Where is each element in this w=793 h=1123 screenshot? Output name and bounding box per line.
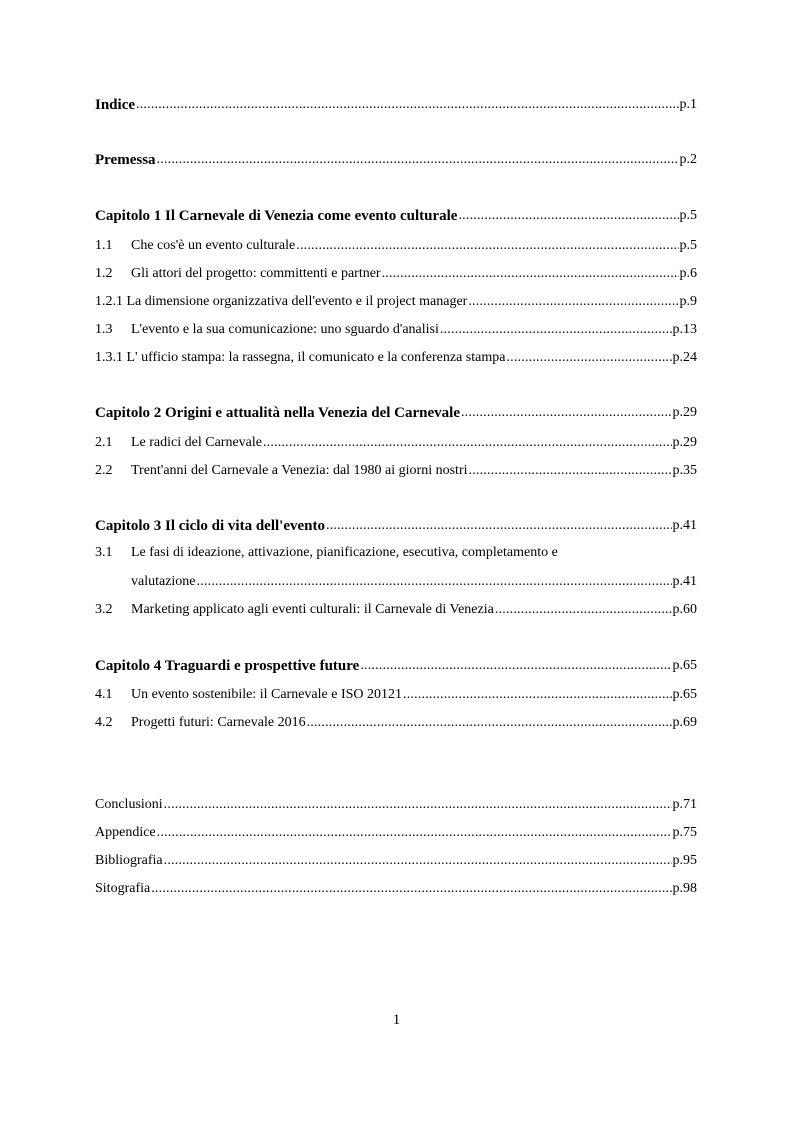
toc-entry-label: Capitolo 3 Il ciclo di vita dell'evento	[95, 518, 325, 534]
toc-entry-page: p.75	[672, 825, 697, 840]
dot-leader	[157, 151, 679, 169]
toc-entry-label: Sitografia	[95, 881, 151, 896]
toc-section-3-1-line2	[131, 569, 697, 591]
dot-leader	[506, 349, 671, 367]
dot-leader	[197, 573, 672, 591]
dot-leader	[136, 96, 678, 114]
toc-section-number: 4.2	[95, 715, 113, 730]
toc-entry-label: 1.2.1 La dimensione organizzativa dell'evento e il project manager	[95, 294, 468, 309]
toc-entry-sitografia	[95, 876, 697, 898]
toc-section-1-3	[95, 317, 697, 339]
dot-leader	[263, 434, 672, 452]
dot-leader	[403, 686, 672, 704]
toc-entry-page: p.5	[679, 208, 697, 223]
toc-entry-page: p.98	[672, 881, 697, 896]
toc-entry-page: p.41	[672, 518, 697, 533]
dot-leader	[468, 293, 678, 311]
dot-leader	[164, 852, 672, 870]
toc-entry-page: p.5	[679, 238, 697, 253]
toc-entry-appendice	[95, 820, 697, 842]
toc-entry-label: Che cos'è un evento culturale	[131, 238, 296, 253]
toc-chapter-1	[95, 203, 697, 225]
toc-section-number: 4.1	[95, 687, 113, 702]
toc-entry-page: p.69	[672, 715, 697, 730]
toc-section-3-1-line1	[95, 544, 558, 562]
dot-leader	[164, 796, 672, 814]
toc-entry-page: p.13	[672, 322, 697, 337]
dot-leader	[469, 462, 672, 480]
toc-section-2-2	[95, 458, 697, 480]
dot-leader	[461, 404, 672, 422]
toc-section-3-2	[95, 597, 697, 619]
toc-entry-label: Premessa	[95, 152, 156, 168]
toc-entry-label: L'evento e la sua comunicazione: uno sguardo d'analisi	[131, 322, 439, 337]
dot-leader	[326, 517, 672, 535]
toc-section-number: 3.1	[95, 545, 113, 560]
toc-entry-page: p.60	[672, 602, 697, 617]
page-number: 1	[392, 1012, 401, 1028]
toc-entry-label: Progetti futuri: Carnevale 2016	[131, 715, 306, 730]
toc-section-number: 1.3	[95, 322, 113, 337]
toc-section-number: 3.2	[95, 602, 113, 617]
toc-entry-label: 1.3.1 L' ufficio stampa: la rassegna, il comunicato e la conferenza stampa	[95, 350, 506, 365]
toc-entry-page: p.65	[672, 658, 697, 673]
toc-entry-label: Capitolo 2 Origini e attualità nella Venezia del Carnevale	[95, 405, 460, 421]
toc-section-number: 2.1	[95, 435, 113, 450]
toc-entry-page: p.9	[679, 294, 697, 309]
toc-section-number: 1.2	[95, 266, 113, 281]
toc-entry-label: Indice	[95, 97, 136, 113]
dot-leader	[296, 237, 678, 255]
dot-leader	[307, 714, 672, 732]
toc-chapter-2	[95, 400, 697, 422]
toc-section-4-1	[95, 682, 697, 704]
toc-entry-page: p.29	[672, 435, 697, 450]
toc-section-2-1	[95, 430, 697, 452]
toc-entry-page: p.35	[672, 463, 697, 478]
toc-entry-page: p.6	[679, 266, 697, 281]
toc-entry-label: Un evento sostenibile: il Carnevale e ISO 20121	[131, 687, 402, 702]
toc-entry-label: Capitolo 4 Traguardi e prospettive future	[95, 658, 360, 674]
toc-entry-label: Marketing applicato agli eventi culturali: il Carnevale di Venezia	[131, 602, 494, 617]
toc-section-number: 2.2	[95, 463, 113, 478]
toc-chapter-3	[95, 513, 697, 535]
toc-section-4-2	[95, 710, 697, 732]
toc-chapter-4	[95, 653, 697, 675]
toc-section-1-3-1	[95, 345, 697, 367]
toc-entry-label: valutazione	[131, 574, 196, 589]
dot-leader	[495, 601, 672, 619]
dot-leader	[382, 265, 679, 283]
toc-entry-label: Le fasi di ideazione, attivazione, pianificazione, esecutiva, completamento e	[131, 545, 558, 560]
toc-entry-label: Capitolo 1 Il Carnevale di Venezia come evento culturale	[95, 208, 458, 224]
toc-entry-bibliografia	[95, 848, 697, 870]
toc-entry-page: p.41	[672, 574, 697, 589]
toc-entry-page: p.71	[672, 797, 697, 812]
toc-entry-label: Conclusioni	[95, 797, 163, 812]
toc-section-number: 1.1	[95, 238, 113, 253]
toc-entry-label: Trent'anni del Carnevale a Venezia: dal 1980 ai giorni nostri	[131, 463, 468, 478]
toc-entry-page: p.95	[672, 853, 697, 868]
toc-entry-page: p.24	[672, 350, 697, 365]
toc-entry-label: Bibliografia	[95, 853, 163, 868]
toc-entry-label: Appendice	[95, 825, 156, 840]
toc-section-1-2-1	[95, 289, 697, 311]
dot-leader	[151, 880, 671, 898]
dot-leader	[440, 321, 672, 339]
toc-entry-page: p.1	[679, 97, 697, 112]
toc-entry-page: p.65	[672, 687, 697, 702]
toc-entry-page: p.29	[672, 405, 697, 420]
dot-leader	[458, 207, 678, 225]
toc-section-1-2	[95, 261, 697, 283]
toc-entry-premessa	[95, 147, 697, 169]
toc-entry-label: Gli attori del progetto: committenti e partner	[131, 266, 381, 281]
toc-entry-page: p.2	[679, 152, 697, 167]
toc-entry-conclusioni	[95, 792, 697, 814]
toc-entry-indice	[95, 92, 697, 114]
toc-entry-label: Le radici del Carnevale	[131, 435, 262, 450]
dot-leader	[157, 824, 672, 842]
dot-leader	[360, 657, 671, 675]
toc-section-1-1	[95, 233, 697, 255]
